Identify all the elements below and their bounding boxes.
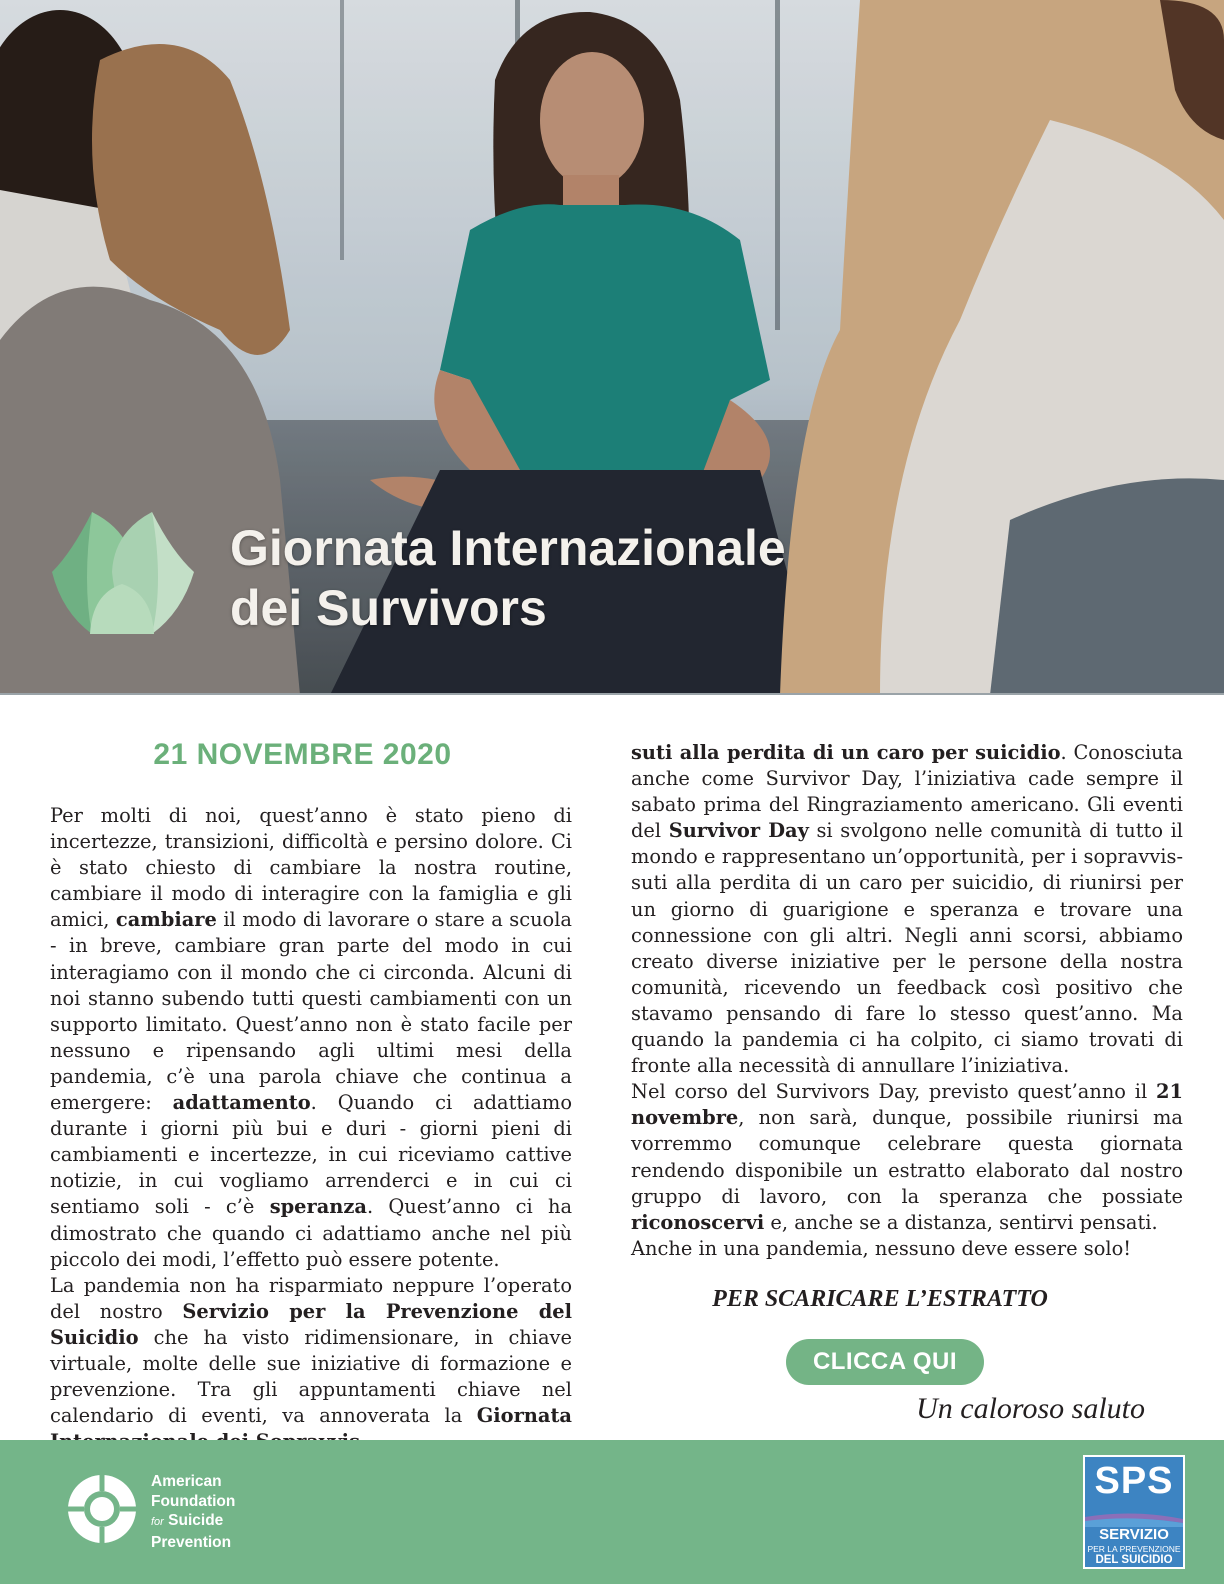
bold-text: Servizio per la Prevenzione del Suicidio — [50, 1299, 572, 1349]
sps-subtitle-2: DEL SUICIDIO — [1095, 1554, 1173, 1566]
text-run: che ha visto ridimensionare, in chiave virtuale, molte delle sue iniziative di formazione e prevenzione. Tra gli appuntamenti chiave nel calendario di eventi, va annoverata la — [50, 1325, 572, 1428]
afsp-suicide: Suicide — [168, 1512, 224, 1529]
left-paragraph-1 — [50, 803, 572, 1273]
bold-text: suti alla perdita di un caro per suicidio — [631, 741, 1061, 764]
hero-title-line2: dei Survivors — [230, 580, 547, 636]
text-run: , non sarà, dunque, possibile riunirsi ma vorremmo comunque celebrare questa giornata rendendo disponibile un estratto elaborato dal nostro gruppo di lavoro, con la speranza che possiate — [631, 1106, 1183, 1208]
text-run: . Conosciuta anche come Survivor Day, l’iniziativa cade sempre il sabato prima del Ringraziamento americano. Gli eventi del — [631, 741, 1183, 843]
afsp-line4: Prevention — [151, 1533, 232, 1551]
hero-divider — [0, 693, 1224, 695]
text-run: Anche in una pandemia, nessuno deve essere solo! — [631, 1236, 1132, 1260]
hero-title-line1: Giornata Internazionale — [230, 520, 786, 576]
left-paragraph-2 — [50, 1273, 572, 1456]
text-run: e, anche se a distanza, sentirvi pensati. — [764, 1210, 1158, 1234]
right-column — [631, 740, 1183, 1262]
sps-subtitle: PER LA PREVENZIONE — [1087, 1544, 1181, 1554]
bold-text: adattamento — [172, 1091, 311, 1115]
sps-logo — [1083, 1455, 1185, 1569]
hero-title — [230, 518, 786, 638]
afsp-line1: American — [151, 1473, 222, 1490]
right-paragraph-3 — [631, 1236, 1183, 1262]
lifebuoy-icon — [66, 1473, 138, 1545]
text-run: Per molti di noi, quest’anno è stato pieno di incertezze, transizioni, difficoltà e persino dolore. Ci è stato chiesto di cambiare la nostra routine, cambiare il modo di interagire con la famiglia e gli amici, — [50, 804, 572, 932]
bold-text: riconoscervi — [631, 1210, 765, 1234]
text-run: Nel corso del Survivors Day, previsto quest’anno il — [631, 1080, 1157, 1104]
afsp-for: for — [151, 1516, 164, 1528]
text-run: . Quest’anno ci ha dimostrato che quando ci adattiamo anche nel più piccolo dei modi, l’effetto può essere potente. — [50, 1195, 573, 1271]
footer — [0, 1440, 1224, 1584]
text-run: il modo di lavorare o stare a scuola - in breve, cambiare gran parte del modo in cui interagiamo con il mondo che ci circonda. Alcuni di noi stanno subendo tutti questi cambiamenti con un supporto limitato. Quest’anno non è stato facile per nessuno e ripensando agli ultimi mesi della pandemia, c’è una parola chiave che continua a emergere: — [50, 908, 572, 1115]
bold-text: Giornata — [476, 1404, 572, 1428]
left-column — [50, 803, 572, 1455]
text-run: si svolgono nelle comunità di tutto il mondo e rappresentano un’opportunità, per i sopravvissuti alla perdita di un caro per suicidio, di riunirsi per un giorno di guarigione e speranza e trovare una connessione con gli altri. Negli anni scorsi, abbiamo creato diverse iniziative per le persone della nostra comunità, ricevendo un feedback così positivo che stavamo pensando di fare lo stesso quest’anno. Ma quando la pandemia ci ha colpito, ci siamo trovati di fronte alla necessità di annullare l’iniziativa. — [631, 819, 1183, 1078]
afsp-line2: Foundation — [151, 1492, 236, 1510]
afsp-logo-text — [151, 1472, 235, 1552]
sps-color-band — [1085, 1511, 1183, 1527]
text-run: La pandemia non ha risparmiato neppure l’operato del nostro — [50, 1273, 572, 1323]
bold-text: Survivor Day — [668, 819, 809, 843]
right-paragraph-2 — [631, 1079, 1183, 1236]
bold-text: speranza — [269, 1195, 367, 1219]
right-paragraph-1 — [631, 740, 1183, 1079]
download-label: PER SCARICARE L’ESTRATTO — [712, 1286, 1048, 1312]
date-heading: 21 NOVEMBRE 2020 — [153, 738, 452, 771]
bold-text: 21 novembre — [631, 1080, 1183, 1130]
sps-acronym: SPS — [1094, 1460, 1174, 1502]
sps-name: SERVIZIO — [1099, 1526, 1169, 1543]
download-button[interactable]: CLICCA QUI — [786, 1339, 984, 1385]
closing-greeting: Un caloroso saluto — [916, 1392, 1145, 1425]
afsp-line3 — [151, 1511, 235, 1533]
bold-text: cambiare — [115, 908, 217, 932]
hero-banner — [0, 0, 1224, 695]
text-run: . Quando ci adattiamo durante i giorni più bui e duri - giorni pieni di cambiamenti e incertezze, in cui riceviamo cattive notizie, in cui vogliamo arrenderci e in cui ci sentiamo soli - c’è — [50, 1091, 572, 1219]
lotus-logo — [52, 512, 194, 644]
